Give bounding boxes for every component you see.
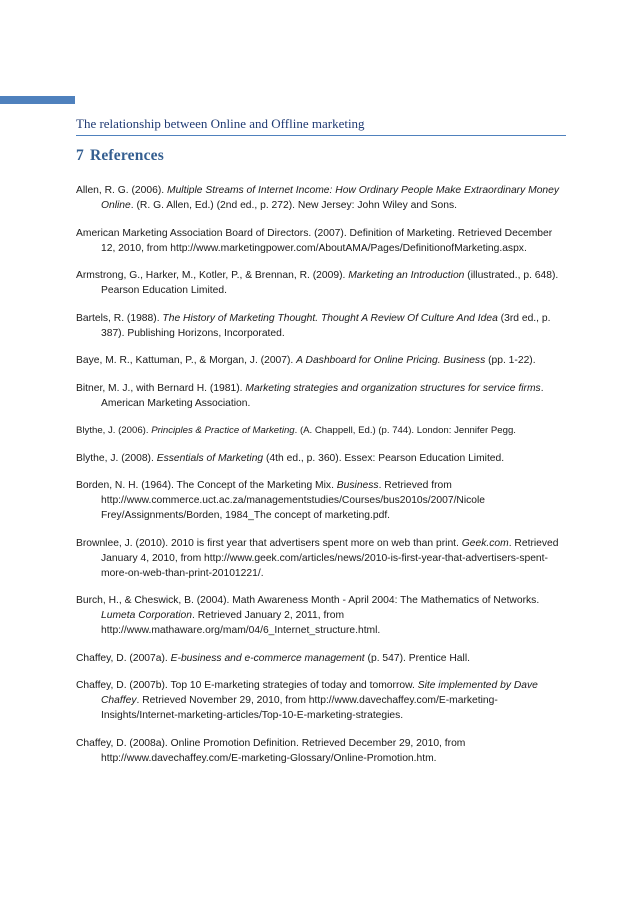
section-heading <box>76 147 164 165</box>
reference-item: Bartels, R. (1988). The History of Marketing Thought. Thought A Review Of Culture And Idea (3rd ed., p. 387). Publishing Horizons, Incorporated. <box>76 312 551 339</box>
reference-item: Baye, M. R., Kattuman, P., & Morgan, J. (2007). A Dashboard for Online Pricing. Business (pp. 1-22). <box>76 355 536 366</box>
reference-item: Chaffey, D. (2007a). E-business and e-commerce management (p. 547). Prentice Hall. <box>76 652 470 664</box>
reference-item: Chaffey, D. (2008a). Online Promotion Definition. Retrieved December 29, 2010, from http://www.davechaffey.com/E-marketing-Glossary/Online-Promotion.htm. <box>76 737 466 764</box>
reference-item: Blythe, J. (2008). Essentials of Marketing (4th ed., p. 360). Essex: Pearson Education Limited. <box>76 452 505 464</box>
running-header: The relationship between Online and Offline marketing <box>76 116 566 136</box>
reference-item: Armstrong, G., Harker, M., Kotler, P., & Brennan, R. (2009). Marketing an Introduction (illustrated., p. 648). Pearson Education Limited. <box>76 270 559 296</box>
reference-item: Borden, N. H. (1964). The Concept of the Marketing Mix. Business. Retrieved from http://www.commerce.uct.ac.za/managementstudies/Courses/bus2010s/2007/Nicole Frey/Assignments/Borden, 1984_The concept of marketing.pdf. <box>76 480 486 521</box>
header-accent-bar <box>0 96 75 104</box>
section-title: References <box>89 147 164 164</box>
reference-item: American Marketing Association Board of Directors. (2007). Definition of Marketing. Retrieved December 12, 2010, from http://www.marketingpower.com/AboutAMA/Pages/DefinitionofMarketing.aspx. <box>76 227 553 254</box>
reference-item: Allen, R. G. (2006). Multiple Streams of Internet Income: How Ordinary People Make Extraordinary Money Online. (R. G. Allen, Ed.) (2nd ed., p. 272). New Jersey: John Wiley and Sons. <box>76 185 560 211</box>
reference-item: Blythe, J. (2006). Principles & Practice of Marketing. (A. Chappell, Ed.) (p. 744). London: Jennifer Pegg. <box>76 425 516 436</box>
section-number: 7 <box>76 147 84 164</box>
reference-item: Burch, H., & Cheswick, B. (2004). Math Awareness Month - April 2004: The Mathematics of Networks. Lumeta Corporation. Retrieved January 2, 2011, from http://www.mathaware.org/mam/04/6_Internet_structure.html. <box>76 595 540 636</box>
reference-list <box>76 183 566 778</box>
reference-item: Brownlee, J. (2010). 2010 is first year that advertisers spent more on web than print. Geek.com. Retrieved January 4, 2010, from http://www.geek.com/articles/news/2010-is-first-year-that-advertisers-spent-more-on-web-than-print-20101221/. <box>76 537 559 579</box>
reference-item: Bitner, M. J., with Bernard H. (1981). Marketing strategies and organization structures for service firms. American Marketing Association. <box>76 382 544 409</box>
reference-item: Chaffey, D. (2007b). Top 10 E-marketing strategies of today and tomorrow. Site implemented by Dave Chaffey. Retrieved November 29, 2010, from http://www.davechaffey.com/E-marketing-Insights/Internet-marketing-articles/Top-10-E-marketing-strategies. <box>76 680 538 721</box>
